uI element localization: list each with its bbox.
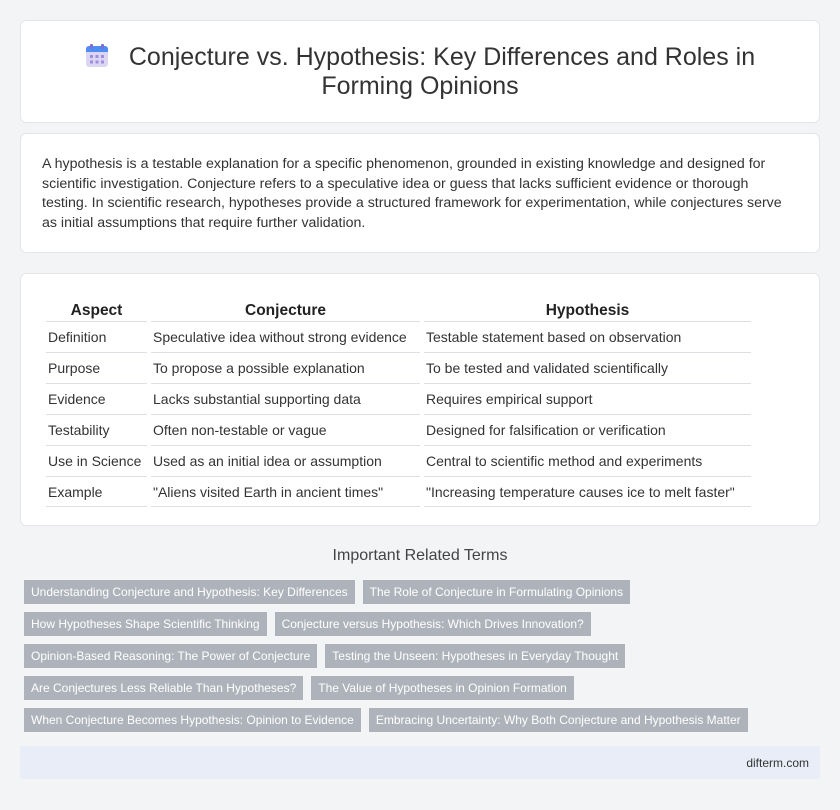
cell-aspect: Example	[46, 476, 147, 507]
header-conjecture: Conjecture	[245, 302, 326, 319]
tag-row	[24, 580, 804, 604]
footer-site-link[interactable]: difterm.com	[746, 756, 809, 770]
tag-row	[24, 644, 804, 668]
related-terms-title: Important Related Terms	[332, 547, 508, 564]
tag-row	[24, 676, 804, 700]
cell-conjecture: "Aliens visited Earth in ancient times"	[151, 476, 420, 507]
table-row	[46, 445, 751, 476]
cell-aspect: Use in Science	[46, 445, 147, 476]
cell-conjecture: Used as an initial idea or assumption	[151, 445, 420, 476]
related-term-link[interactable]: The Value of Hypotheses in Opinion Formation	[311, 676, 574, 700]
intro-paragraph: A hypothesis is a testable explanation for a specific phenomenon, grounded in existing knowledge and designed for scientific investigation. Conjecture refers to a speculative idea or guess that lacks sufficient evidence or thorough testing. In scientific research, hypotheses provide a structured framework for experimentation, while conjectures serve as initial assumptions that require further validation.	[42, 156, 782, 231]
related-term-link[interactable]: The Role of Conjecture in Formulating Opinions	[363, 580, 630, 604]
related-terms-list	[24, 580, 804, 740]
cell-hypothesis: Requires empirical support	[424, 383, 751, 414]
header-aspect: Aspect	[70, 302, 123, 319]
table-row	[46, 476, 751, 507]
header-hypothesis: Hypothesis	[545, 302, 630, 319]
comparison-table	[42, 297, 755, 507]
related-term-link[interactable]: Opinion-Based Reasoning: The Power of Conjecture	[24, 644, 317, 668]
cell-conjecture: Often non-testable or vague	[151, 414, 420, 445]
table-header-row	[46, 297, 751, 321]
page-title-wrap	[41, 43, 799, 101]
cell-aspect: Purpose	[46, 352, 147, 383]
table-row	[46, 321, 751, 352]
cell-hypothesis: Testable statement based on observation	[424, 321, 751, 352]
table-row	[46, 383, 751, 414]
cell-aspect: Evidence	[46, 383, 147, 414]
related-term-link[interactable]: When Conjecture Becomes Hypothesis: Opinion to Evidence	[24, 708, 361, 732]
intro-card	[20, 133, 820, 253]
tag-row	[24, 612, 804, 636]
cell-hypothesis: "Increasing temperature causes ice to melt faster"	[424, 476, 751, 507]
related-term-link[interactable]: Conjecture versus Hypothesis: Which Drives Innovation?	[275, 612, 591, 636]
calendar-icon	[85, 44, 109, 68]
comparison-card	[20, 273, 820, 526]
related-term-link[interactable]: Understanding Conjecture and Hypothesis: Key Differences	[24, 580, 355, 604]
related-term-link[interactable]: Are Conjectures Less Reliable Than Hypotheses?	[24, 676, 303, 700]
related-term-link[interactable]: How Hypotheses Shape Scientific Thinking	[24, 612, 267, 636]
tag-row	[24, 708, 804, 732]
related-term-link[interactable]: Embracing Uncertainty: Why Both Conjecture and Hypothesis Matter	[369, 708, 748, 732]
footer	[20, 746, 820, 779]
cell-hypothesis: Central to scientific method and experiments	[424, 445, 751, 476]
cell-conjecture: Speculative idea without strong evidence	[151, 321, 420, 352]
cell-aspect: Testability	[46, 414, 147, 445]
header-card	[20, 20, 820, 123]
cell-hypothesis: Designed for falsification or verification	[424, 414, 751, 445]
cell-conjecture: To propose a possible explanation	[151, 352, 420, 383]
table-row	[46, 414, 751, 445]
cell-conjecture: Lacks substantial supporting data	[151, 383, 420, 414]
cell-aspect: Definition	[46, 321, 147, 352]
table-row	[46, 352, 751, 383]
related-term-link[interactable]: Testing the Unseen: Hypotheses in Everyday Thought	[325, 644, 625, 668]
page-title: Conjecture vs. Hypothesis: Key Differences and Roles in Forming Opinions	[128, 43, 756, 100]
cell-hypothesis: To be tested and validated scientifically	[424, 352, 751, 383]
